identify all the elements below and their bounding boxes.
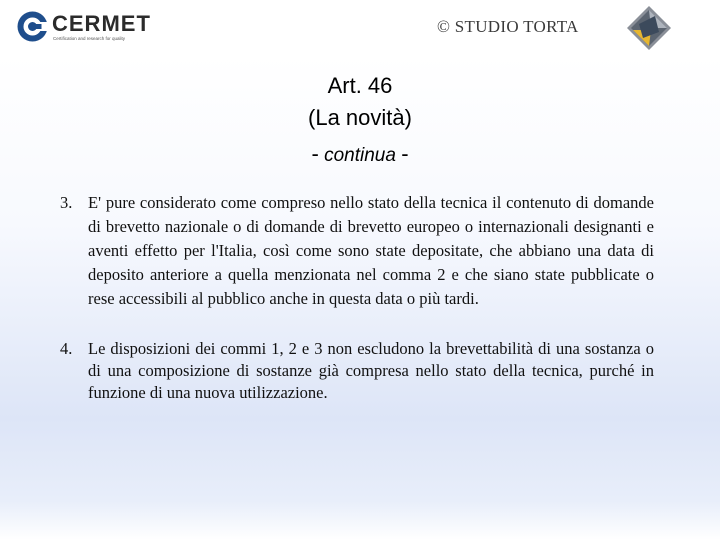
paragraph-number: 4. — [60, 339, 73, 358]
cermet-tagline: Certification and research for quality — [53, 36, 126, 41]
paragraph-text: E' pure considerato come compreso nello stato della tecnica il contenuto di domande di brevetto nazionale o di domande di brevetto europeo o internazionali designanti e aventi effetto per l'Italia, così come sono state depositate, che abbiano una data di deposito anteriore a quella menzionata nel comma 2 e che siano state pubblicate o rese accessibili al pubblico anche in questa data o più tardi. — [88, 193, 654, 308]
paragraph-text: Le disposizioni dei commi 1, 2 e 3 non escludono la brevettabilità di una sostanza o di una composizione di sostanze già compresa nello stato della tecnica, purché in funzione di una nuova utilizzazione. — [88, 339, 654, 402]
cermet-logo — [16, 10, 151, 44]
studio-torta-diamond-icon — [625, 4, 673, 52]
paragraph-3 — [60, 191, 654, 311]
slide-subtitle-continua — [0, 141, 720, 167]
paragraph-number: 3. — [60, 193, 73, 212]
slide-title-article: Art. 46 — [327, 73, 393, 98]
studio-torta-label: © STUDIO TORTA — [437, 17, 579, 36]
subtitle-text: continua — [318, 145, 402, 166]
cermet-wordmark: CERMET — [52, 11, 151, 36]
slide-title-subject: (La novità) — [308, 105, 412, 130]
header-bar — [0, 0, 720, 55]
subtitle-dash-right: - — [401, 141, 409, 166]
cermet-logo-mark-icon — [16, 10, 49, 43]
slide-content — [0, 55, 720, 540]
paragraph-4 — [60, 338, 654, 404]
subtitle-dash-left: - — [311, 141, 319, 166]
